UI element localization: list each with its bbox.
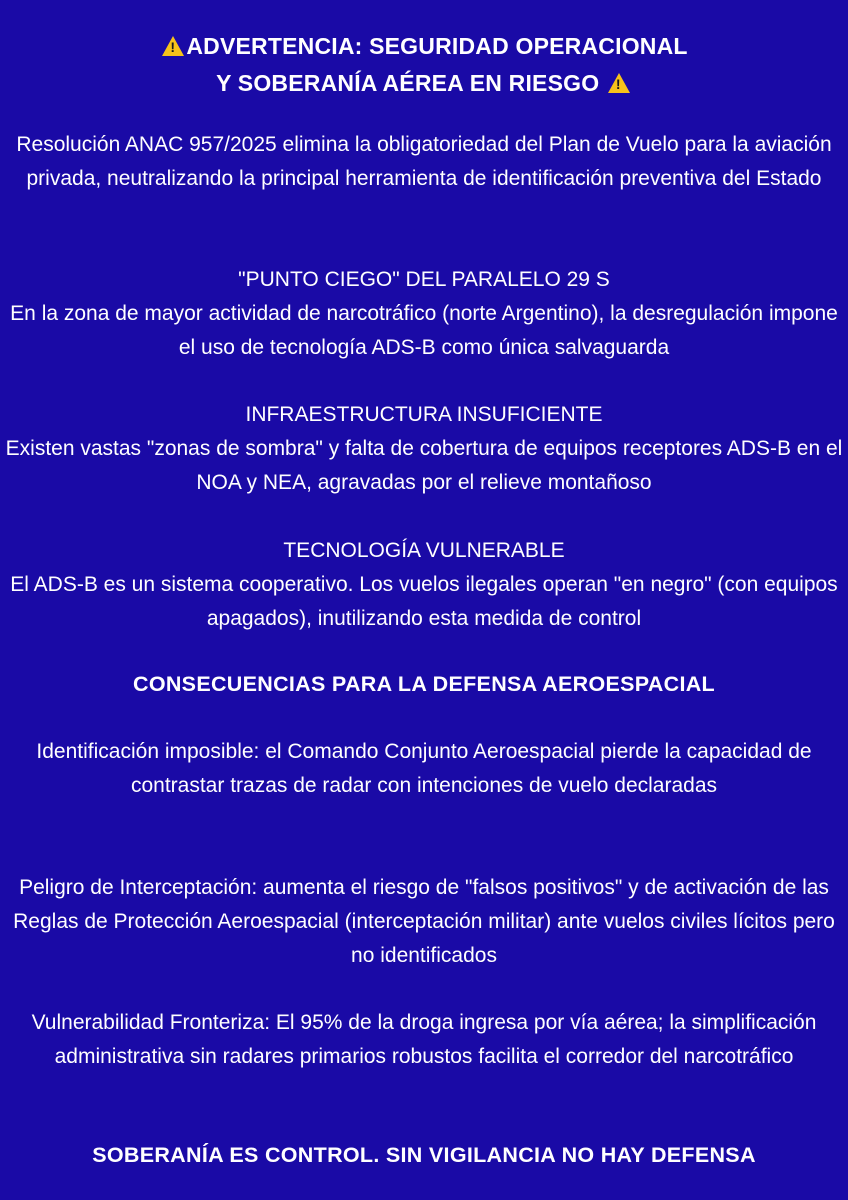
section-tecnologia	[0, 534, 848, 636]
warning-icon	[162, 36, 184, 56]
consequence-item-text: Identificación imposible: el Comando Conjunto Aeroespacial pierde la capacidad de contrastar trazas de radar con intenciones de vuelo declaradas	[36, 740, 812, 797]
consequences-heading	[0, 667, 848, 701]
section-body: El ADS-B es un sistema cooperativo. Los vuelos ilegales operan "en negro" (con equipos apagados), inutilizando esta medida de control	[10, 573, 838, 630]
title-line-1	[0, 28, 848, 65]
section-heading: INFRAESTRUCTURA INSUFICIENTE	[245, 403, 603, 426]
consequence-item	[0, 871, 848, 973]
section-infraestructura	[0, 398, 848, 500]
consequences-heading-text: CONSECUENCIAS PARA LA DEFENSA AEROESPACIAL	[133, 672, 715, 696]
consequence-item	[0, 735, 848, 803]
intro-paragraph	[0, 128, 848, 196]
intro-body: Resolución ANAC 957/2025 elimina la obligatoriedad del Plan de Vuelo para la aviación privada, neutralizando la principal herramienta de identificación preventiva del Estado	[16, 133, 832, 190]
closing-statement-text: SOBERANÍA ES CONTROL. SIN VIGILANCIA NO HAY DEFENSA	[92, 1143, 756, 1167]
title-line-2	[0, 65, 848, 102]
section-body: En la zona de mayor actividad de narcotráfico (norte Argentino), la desregulación impone el uso de tecnología ADS-B como única salvaguarda	[10, 302, 838, 359]
warning-icon	[608, 73, 630, 93]
section-punto-ciego	[0, 263, 848, 365]
consequence-item-text: Peligro de Interceptación: aumenta el riesgo de "falsos positivos" y de activación de las Reglas de Protección Aeroespacial (interceptación militar) ante vuelos civiles lícitos pero no identificados	[13, 876, 835, 967]
closing-statement	[0, 1138, 848, 1172]
consequence-item	[0, 1006, 848, 1074]
section-heading: "PUNTO CIEGO" DEL PARALELO 29 S	[238, 268, 610, 291]
title-line-1-text: ADVERTENCIA: SEGURIDAD OPERACIONAL	[186, 33, 688, 59]
section-heading: TECNOLOGÍA VULNERABLE	[283, 539, 565, 562]
section-body: Existen vastas "zonas de sombra" y falta de cobertura de equipos receptores ADS-B en el NOA y NEA, agravadas por el relieve montañoso	[5, 437, 843, 494]
consequence-item-text: Vulnerabilidad Fronteriza: El 95% de la droga ingresa por vía aérea; la simplificación administrativa sin radares primarios robustos facilita el corredor del narcotráfico	[31, 1011, 817, 1068]
page-title	[0, 28, 848, 102]
title-line-2-text: Y SOBERANÍA AÉREA EN RIESGO	[216, 70, 600, 96]
